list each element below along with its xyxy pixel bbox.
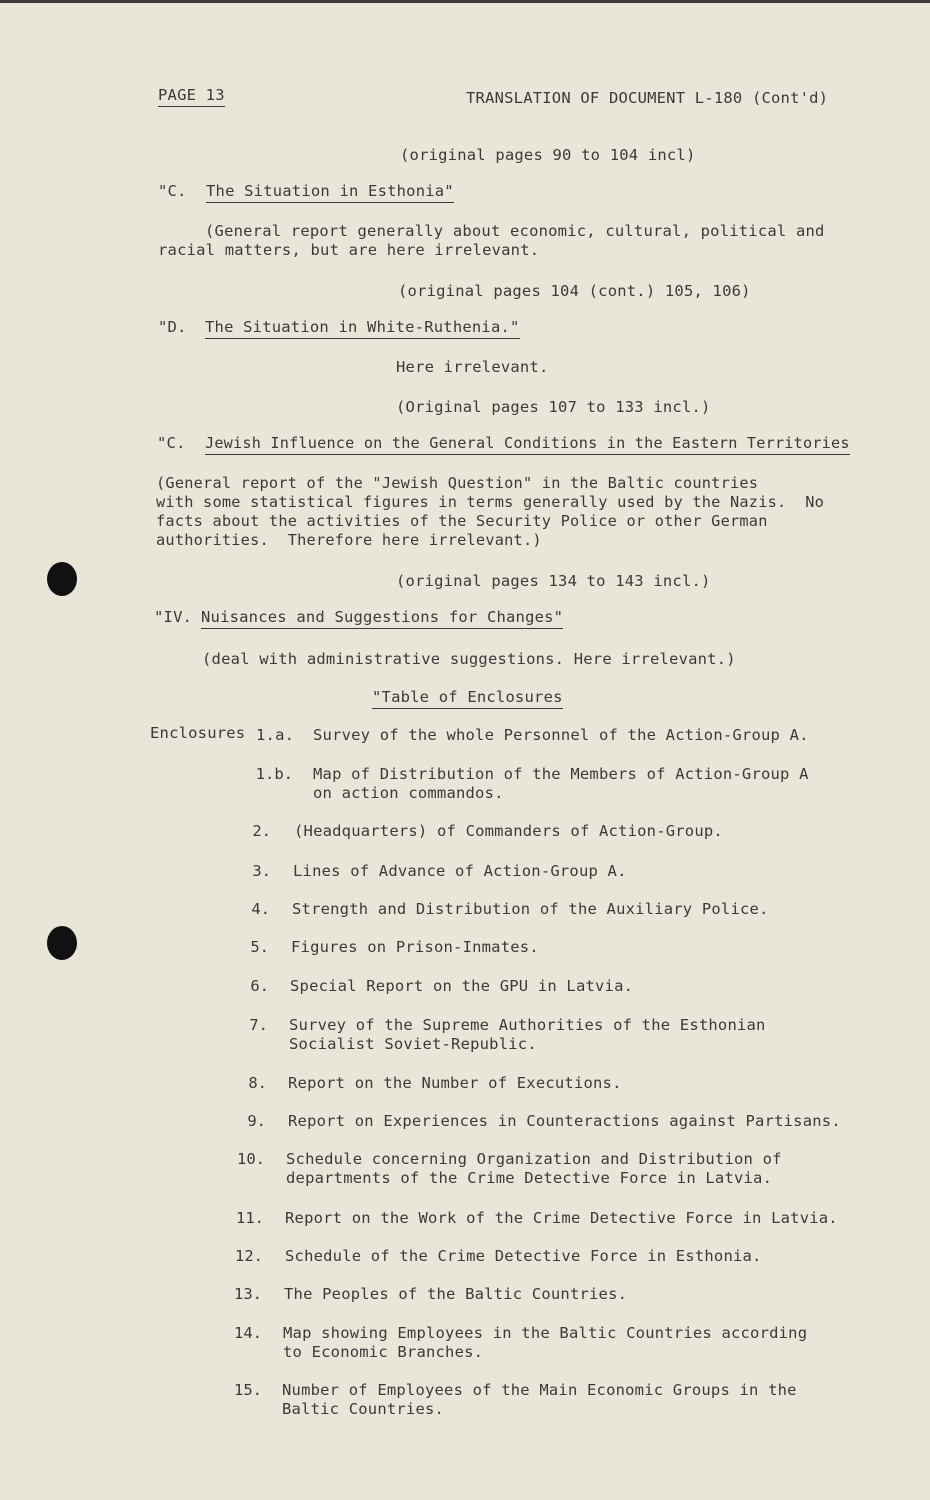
section-c-body: (General report generally about economic, cultural, political and racial matters, but are here irrelevant. — [158, 222, 825, 259]
enclosure-text: Number of Employees of the Main Economic Groups in the Baltic Countries. — [282, 1381, 797, 1418]
original-pages-4: (original pages 134 to 143 incl.) — [396, 572, 711, 590]
enclosure-text: Report on the Work of the Crime Detective Force in Latvia. — [285, 1209, 838, 1227]
enclosure-text: Strength and Distribution of the Auxiliary Police. — [292, 900, 769, 918]
section-iv-body: (deal with administrative suggestions. Here irrelevant.) — [202, 650, 736, 668]
enclosures-label: Enclosures — [150, 724, 246, 742]
enclosure-text: Special Report on the GPU in Latvia. — [290, 977, 634, 995]
enclosure-text: Figures on Prison-Inmates. — [291, 938, 539, 956]
enclosure-number: 1.b. — [255, 765, 293, 783]
punch-hole-bottom — [47, 926, 77, 960]
enclosure-number: 4. — [251, 900, 270, 918]
page-label: PAGE 13 — [158, 86, 225, 107]
enclosure-number: 12. — [235, 1247, 263, 1265]
enclosure-number: 11. — [236, 1209, 264, 1227]
original-pages-3: (Original pages 107 to 133 incl.) — [396, 398, 711, 416]
section-c2-title: Jewish Influence on the General Conditions in the Eastern Territories — [205, 434, 850, 455]
enclosure-text: The Peoples of the Baltic Countries. — [284, 1285, 628, 1303]
section-iv-prefix: "IV. — [154, 608, 193, 626]
enclosure-number: 2. — [252, 822, 271, 840]
enclosure-text: Survey of the whole Personnel of the Action-Group A. — [313, 726, 809, 744]
enclosure-text: Report on the Number of Executions. — [288, 1074, 622, 1092]
table-of-enclosures-title: "Table of Enclosures — [372, 688, 563, 709]
document-title: TRANSLATION OF DOCUMENT L-180 (Cont'd) — [466, 89, 829, 107]
enclosure-number: 14. — [234, 1324, 262, 1342]
enclosure-number: 15. — [234, 1381, 262, 1399]
section-d-body: Here irrelevant. — [396, 358, 549, 376]
section-c2-prefix: "C. — [157, 434, 186, 452]
enclosure-text: Lines of Advance of Action-Group A. — [293, 862, 627, 880]
enclosure-number: 9. — [247, 1112, 266, 1130]
enclosure-number: 5. — [250, 938, 269, 956]
original-pages-1: (original pages 90 to 104 incl) — [400, 146, 696, 164]
enclosure-number: 3. — [252, 862, 271, 880]
section-iv-title: Nuisances and Suggestions for Changes" — [201, 608, 563, 629]
section-d-title: The Situation in White-Ruthenia." — [205, 318, 520, 339]
enclosure-number: 13. — [234, 1285, 262, 1303]
enclosure-text: Map of Distribution of the Members of Action-Group A on action commandos. — [313, 765, 809, 802]
enclosure-text: Survey of the Supreme Authorities of the Esthonian Socialist Soviet-Republic. — [289, 1016, 766, 1053]
section-c-title: The Situation in Esthonia" — [206, 182, 454, 203]
enclosure-text: Report on Experiences in Counteractions against Partisans. — [288, 1112, 841, 1130]
enclosure-number: 7. — [249, 1016, 268, 1034]
enclosure-number: 8. — [248, 1074, 267, 1092]
enclosure-text: Schedule of the Crime Detective Force in Esthonia. — [285, 1247, 762, 1265]
section-c2-body: (General report of the "Jewish Question" in the Baltic countries with some statistical figures in terms generally used by the Nazis. No facts about the activities of the Security Police or other German authorities. Therefore here irrelevant.) — [156, 474, 825, 549]
enclosure-text: Map showing Employees in the Baltic Countries according to Economic Branches. — [283, 1324, 808, 1361]
enclosure-text: (Headquarters) of Commanders of Action-Group. — [294, 822, 723, 840]
section-c-prefix: "C. — [158, 182, 187, 200]
enclosure-number: 6. — [250, 977, 269, 995]
top-border — [0, 0, 930, 3]
enclosure-text: Schedule concerning Organization and Distribution of departments of the Crime Detective Force in Latvia. — [286, 1150, 782, 1187]
enclosure-number: 10. — [237, 1150, 265, 1168]
original-pages-2: (original pages 104 (cont.) 105, 106) — [398, 282, 751, 300]
punch-hole-top — [47, 562, 77, 596]
section-d-prefix: "D. — [158, 318, 187, 336]
enclosure-number: 1.a. — [256, 726, 295, 744]
